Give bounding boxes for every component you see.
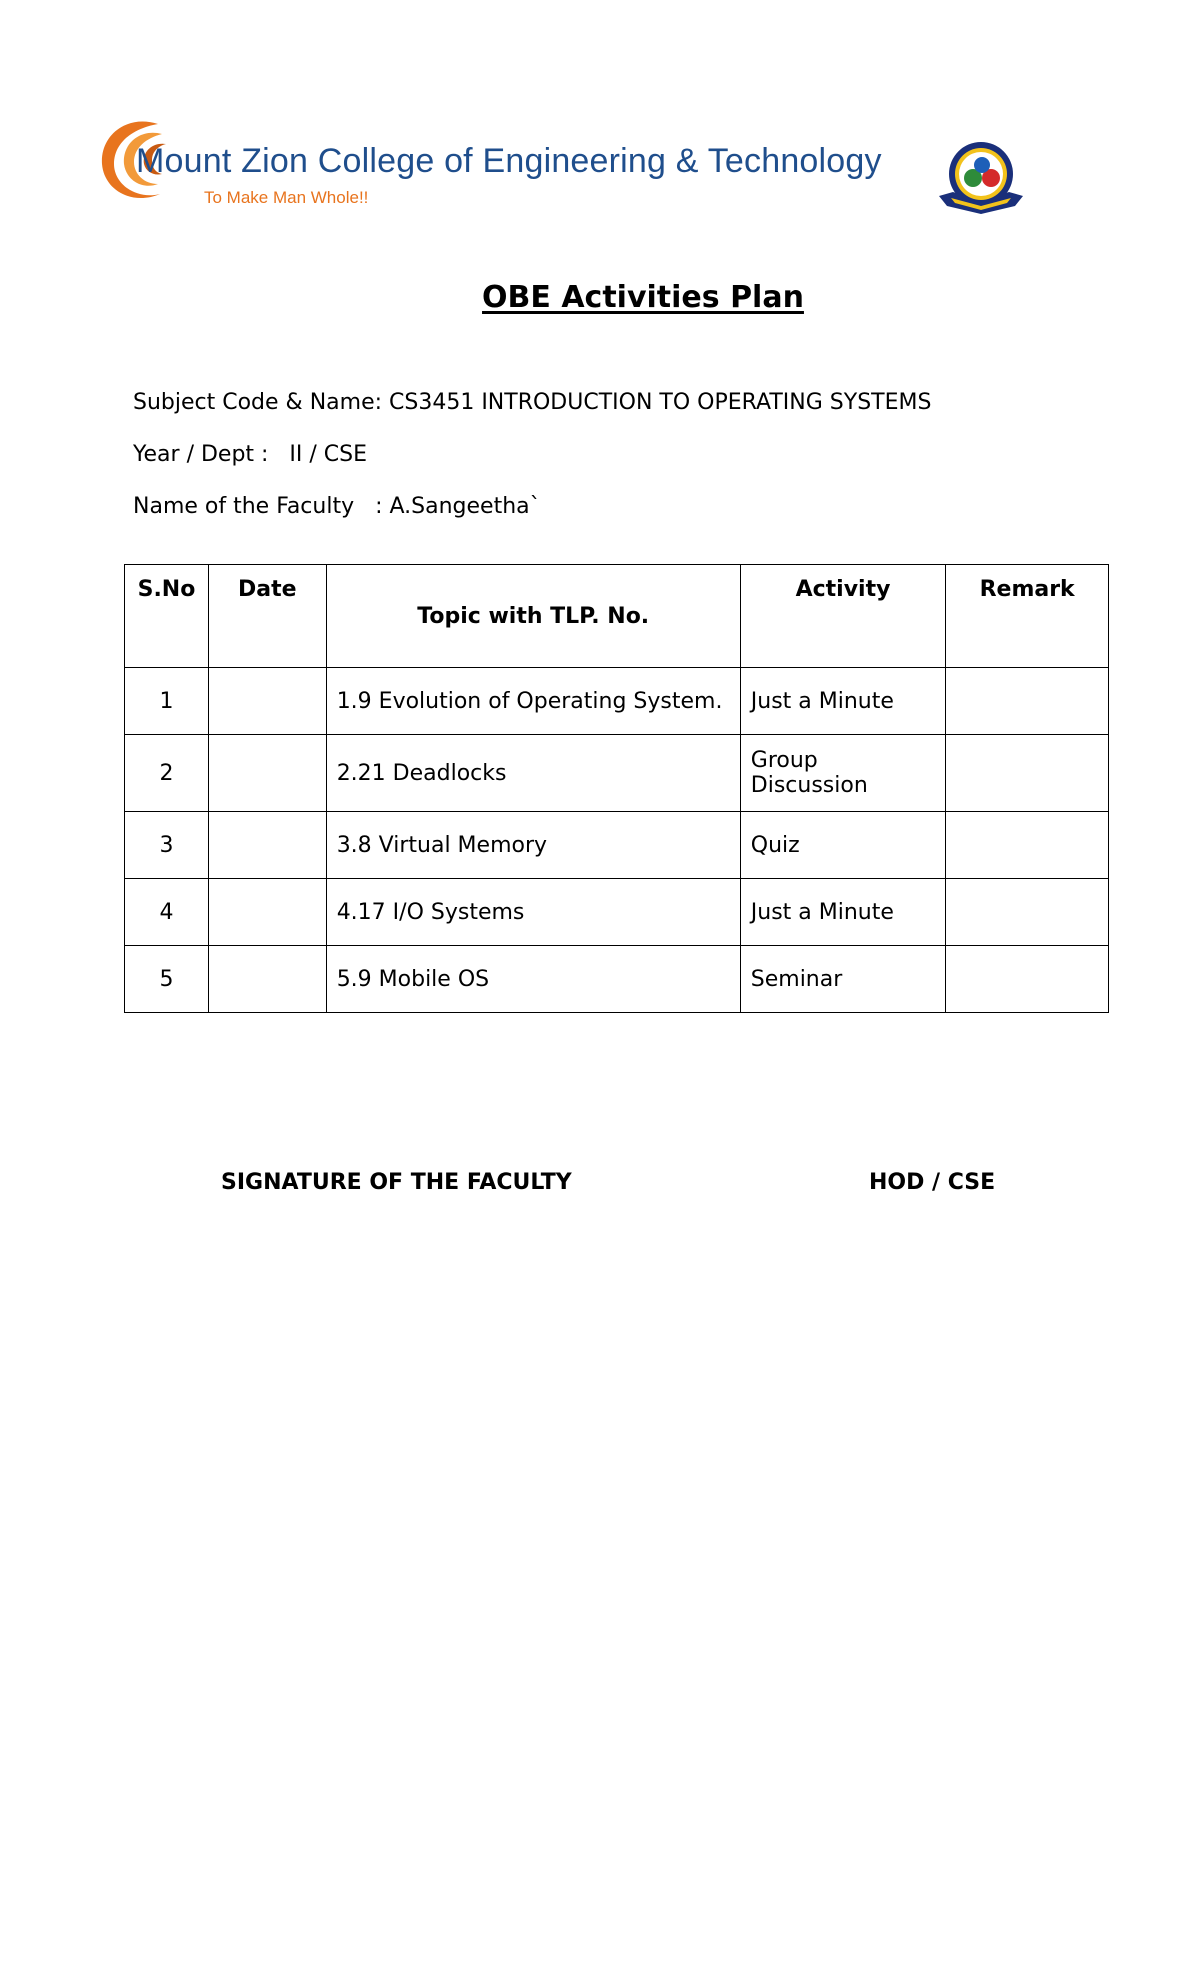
cell-sno: 1 (125, 668, 209, 735)
cell-activity: Just a Minute (740, 879, 946, 946)
table-row (125, 735, 1109, 812)
cell-topic: 2.21 Deadlocks (326, 735, 740, 812)
cell-remark (946, 735, 1109, 812)
cell-sno: 5 (125, 946, 209, 1013)
header-topic: Topic with TLP. No. (326, 565, 740, 668)
cell-activity: Just a Minute (740, 668, 946, 735)
cell-remark (946, 812, 1109, 879)
college-crest-icon (935, 140, 1027, 222)
activities-table (124, 564, 1109, 1013)
table-row (125, 812, 1109, 879)
cell-sno: 4 (125, 879, 209, 946)
cell-topic: 3.8 Virtual Memory (326, 812, 740, 879)
table-header-row (125, 565, 1109, 668)
table-row (125, 946, 1109, 1013)
cell-remark (946, 879, 1109, 946)
cell-date (208, 668, 326, 735)
year-dept-line: Year / Dept : II / CSE (133, 442, 368, 467)
cell-date (208, 946, 326, 1013)
table-row (125, 879, 1109, 946)
cell-topic: 1.9 Evolution of Operating System. (326, 668, 740, 735)
cell-topic: 4.17 I/O Systems (326, 879, 740, 946)
cell-topic: 5.9 Mobile OS (326, 946, 740, 1013)
cell-remark (946, 668, 1109, 735)
header-sno: S.No (125, 565, 209, 668)
college-name: Mount Zion College of Engineering & Technology (136, 142, 882, 180)
table-row (125, 668, 1109, 735)
hod-signature-label: HOD / CSE (869, 1170, 996, 1195)
header-date: Date (208, 565, 326, 668)
cell-date (208, 812, 326, 879)
faculty-signature-label: SIGNATURE OF THE FACULTY (221, 1170, 572, 1195)
subject-line: Subject Code & Name: CS3451 INTRODUCTION TO OPERATING SYSTEMS (133, 390, 932, 415)
cell-activity: Group Discussion (740, 735, 946, 812)
cell-date (208, 735, 326, 812)
college-header (96, 118, 916, 218)
cell-sno: 2 (125, 735, 209, 812)
faculty-line: Name of the Faculty : A.Sangeetha` (133, 494, 541, 519)
header-remark: Remark (946, 565, 1109, 668)
cell-date (208, 879, 326, 946)
cell-activity: Seminar (740, 946, 946, 1013)
cell-sno: 3 (125, 812, 209, 879)
header-activity: Activity (740, 565, 946, 668)
page-title: OBE Activities Plan (482, 280, 804, 315)
cell-remark (946, 946, 1109, 1013)
college-tagline: To Make Man Whole!! (204, 188, 369, 207)
cell-activity: Quiz (740, 812, 946, 879)
